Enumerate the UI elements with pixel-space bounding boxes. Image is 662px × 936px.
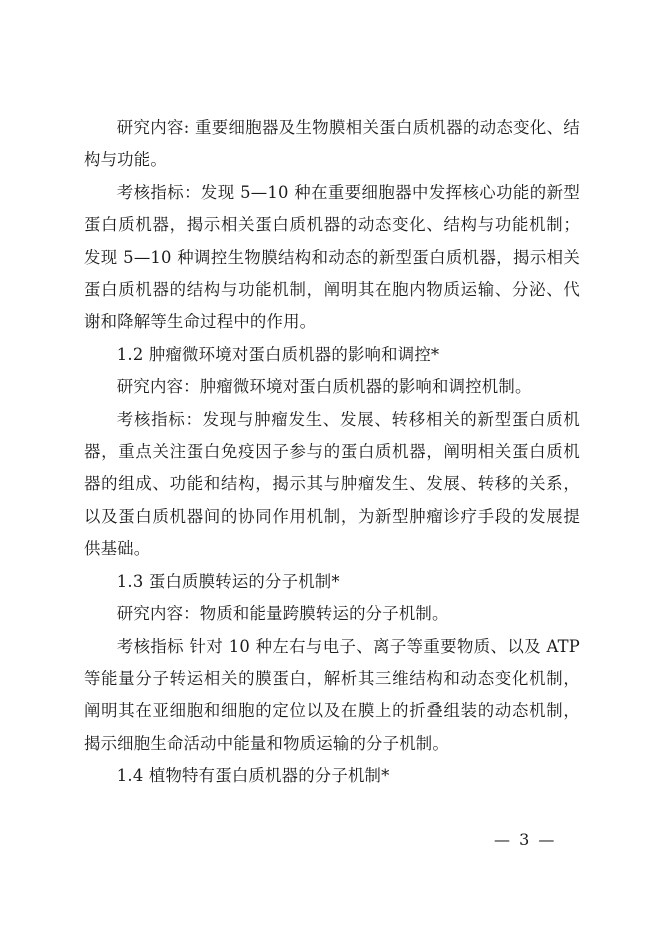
page-number: — 3 —	[494, 830, 557, 849]
document-body	[84, 112, 580, 793]
assessment-indicator-paragraph: 考核指标：发现 5—10 种在重要细胞器中发挥核心功能的新型蛋白质机器，揭示相关蛋白质机器的动态变化、结构与功能机制；发现 5—10 种调控生物膜结构和动态的新型蛋白质机器，揭示相关蛋白质机器的结构与功能机制，阐明其在胞内物质运输、分泌、代谢和降解等生命过程中的作用。	[84, 182, 580, 332]
section-heading-1-4: 1.4 植物特有蛋白质机器的分子机制*	[116, 766, 390, 786]
research-content-paragraph: 研究内容：肿瘤微环境对蛋白质机器的影响和调控机制。	[116, 377, 532, 397]
research-content-paragraph: 研究内容: 重要细胞器及生物膜相关蛋白质机器的动态变化、结构与功能。	[84, 118, 580, 170]
assessment-indicator-paragraph: 考核指标：发现与肿瘤发生、发展、转移相关的新型蛋白质机器，重点关注蛋白免疫因子参与的蛋白质机器，阐明相关蛋白质机器的组成、功能和结构，揭示其与肿瘤发生、发展、转移的关系，以及蛋白质机器间的协同作用机制，为新型肿瘤诊疗手段的发展提供基础。	[84, 409, 580, 559]
research-content-paragraph: 研究内容：物质和能量跨膜转运的分子机制。	[116, 604, 449, 624]
section-heading-1-2: 1.2 肿瘤微环境对蛋白质机器的影响和调控*	[116, 344, 440, 364]
section-heading-1-3: 1.3 蛋白质膜转运的分子机制*	[116, 571, 340, 591]
assessment-indicator-paragraph: 考核指标 针对 10 种左右与电子、离子等重要物质、以及 ATP 等能量分子转运相关的膜蛋白，解析其三维结构和动态变化机制，阐明其在亚细胞和细胞的定位以及在膜上的折叠组装的动态机制，揭示细胞生命活动中能量和物质运输的分子机制。	[84, 636, 580, 753]
